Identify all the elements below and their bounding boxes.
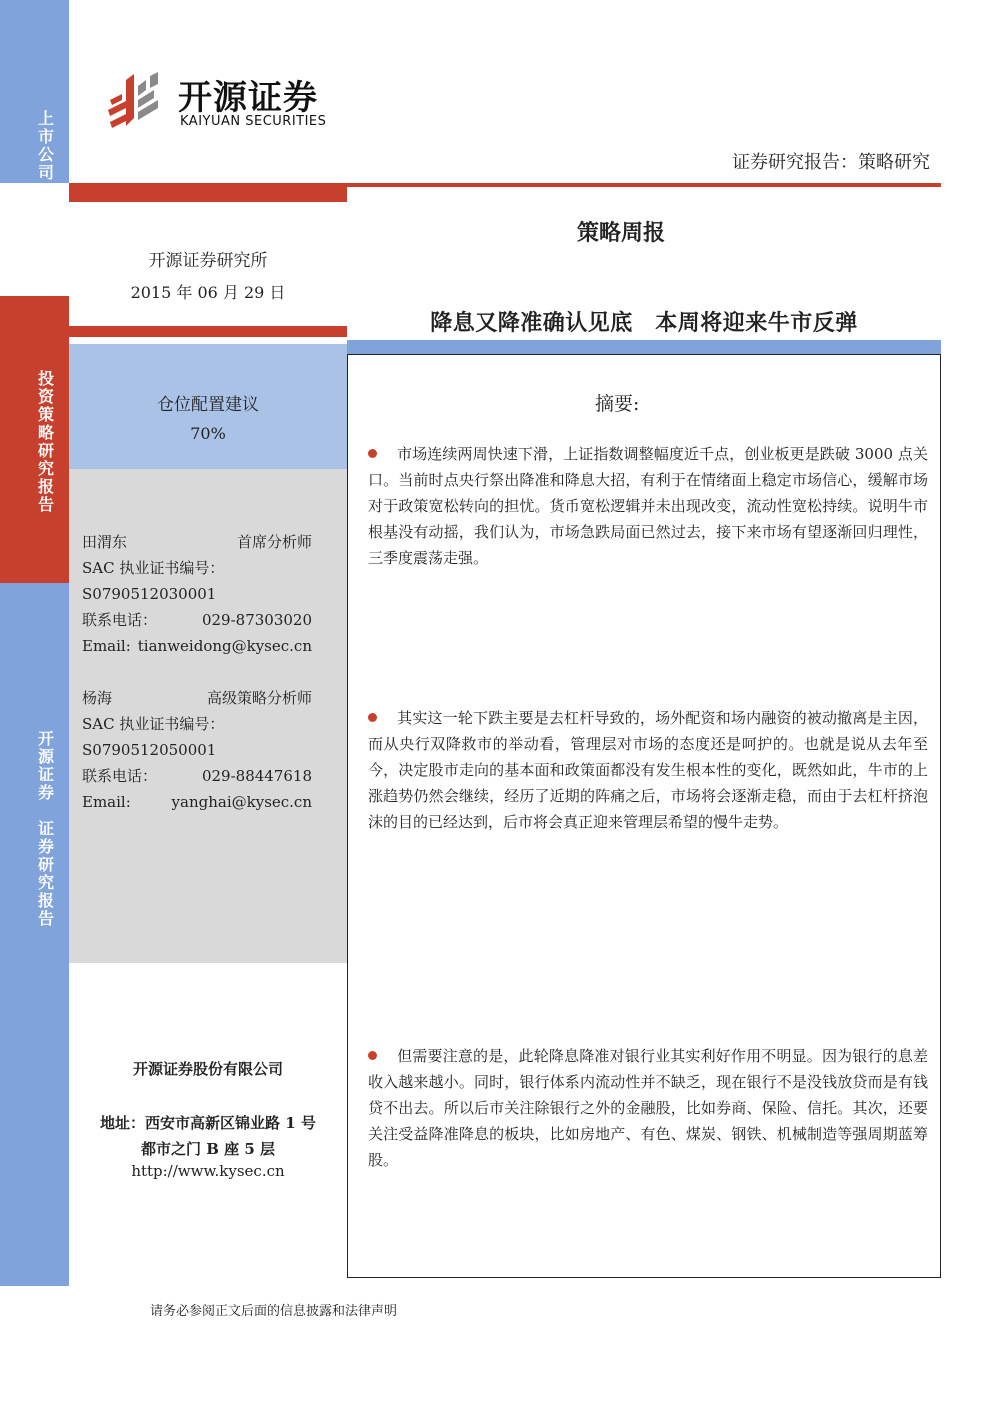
analyst-email[interactable]: tianweidong@kysec.cn	[137, 637, 312, 655]
analyst-phone-label: 联系电话：	[82, 611, 158, 629]
analyst-email-label: Email:	[82, 637, 131, 655]
analyst-phone: 029-87303020	[201, 611, 312, 629]
analyst-email-label: Email:	[82, 793, 131, 811]
address-line-1: 地址：西安市高新区锦业路 1 号	[100, 1114, 316, 1132]
analyst-name: 田渭东	[82, 533, 128, 551]
abstract-paragraph	[368, 1043, 928, 1173]
bullet-icon	[368, 1051, 377, 1060]
company-name: 开源证券股份有限公司	[132, 1060, 283, 1078]
sidebar-label-mid: 投 资 策 略 研 究 报 告	[37, 369, 54, 514]
sidebar-band-bottom	[0, 583, 69, 1286]
report-type: 证券研究报告：策略研究	[732, 152, 930, 173]
sidebar-label-top: 上 市 公 司	[37, 109, 54, 182]
logo-name-cn: 开源证券	[178, 78, 318, 118]
address-line-2: 都市之门 B 座 5 层	[140, 1140, 275, 1158]
analyst-cert-label: SAC 执业证书编号：	[82, 715, 225, 733]
paragraph-text: 但需要注意的是，此轮降息降准对银行业其实利好作用不明显。因为银行的息差收入越来越小。同时，银行体系内流动性并不缺乏，现在银行不是没钱放贷而是有钱贷不出去。所以后市关注除银行之外的金融股，比如券商、保险、信托。其次，还要关注受益降准降息的板块，比如房地产、有色、煤炭、钢铁、机械制造等强周期蓝筹股。	[368, 1047, 928, 1169]
bullet-icon	[368, 449, 377, 458]
abstract-title: 摘要:	[595, 393, 640, 415]
column-title: 策略周报	[576, 220, 665, 246]
sidebar-label-bottom: 开 源 证 券 证 券 研 究 报 告	[37, 729, 54, 928]
position-value: 70%	[190, 424, 226, 443]
analyst-phone-label: 联系电话：	[82, 767, 158, 785]
analyst-phone: 029-88447618	[201, 767, 312, 785]
analyst-cert-label: SAC 执业证书编号：	[82, 559, 225, 577]
analyst-cert-number: S0790512030001	[82, 585, 217, 603]
analyst-email[interactable]: yanghai@kysec.cn	[171, 793, 312, 811]
abstract-paragraph	[368, 441, 928, 571]
paragraph-text: 市场连续两周快速下滑，上证指数调整幅度近千点，创业板更是跌破 3000 点关口。当前时点央行祭出降准和降息大招，有利于在情绪面上稳定市场信心，缓解市场对于政策宽松转向的担忧。货币宽松逻辑并未出现改变，流动性宽松持续。说明牛市根基没有动摇，我们认为，市场急跌局面已然过去，接下来市场有望逐渐回归理性，三季度震荡走强。	[368, 445, 928, 567]
page-title: 降息又降准确认见底 本周将迎来牛市反弹	[430, 310, 858, 336]
paragraph-text: 其实这一轮下跌主要是去杠杆导致的，场外配资和场内融资的被动撤离是主因，而从央行双降救市的举动看，管理层对市场的态度还是呵护的。也就是说从去年至今，决定股市走向的基本面和政策面都没有发生根本性的变化，既然如此，牛市的上涨趋势仍然会继续，经历了近期的阵痛之后，市场将会逐渐走稳，而由于去杠杆挤泡沫的目的已经达到，后市将会真正迎来管理层希望的慢牛走势。	[368, 709, 928, 831]
analyst-name: 杨海	[82, 689, 113, 707]
footer-disclaimer: 请务必参阅正文后面的信息披露和法律声明	[150, 1304, 398, 1319]
institute-name: 开源证券研究所	[148, 251, 268, 271]
analyst-title: 高级策略分析师	[206, 689, 312, 707]
abstract-box	[347, 354, 941, 1278]
position-label: 仓位配置建议	[157, 395, 259, 415]
sidebar-band-gap	[0, 183, 69, 296]
company-address	[69, 1110, 347, 1162]
analyst-cert-number: S0790512050001	[82, 741, 217, 759]
report-date: 2015 年 06 月 29 日	[130, 283, 286, 302]
company-logo	[104, 70, 344, 132]
logo-mark-icon	[104, 70, 174, 132]
title-rule	[347, 340, 941, 354]
analyst-card	[82, 685, 312, 815]
logo-name-en: KAIYUAN SECURITIES	[180, 114, 327, 129]
bullet-icon	[368, 713, 377, 722]
abstract-paragraph	[368, 705, 928, 835]
analyst-title: 首席分析师	[236, 533, 312, 551]
analyst-card	[82, 529, 312, 659]
company-website-link[interactable]: http://www.kysec.cn	[131, 1162, 285, 1180]
